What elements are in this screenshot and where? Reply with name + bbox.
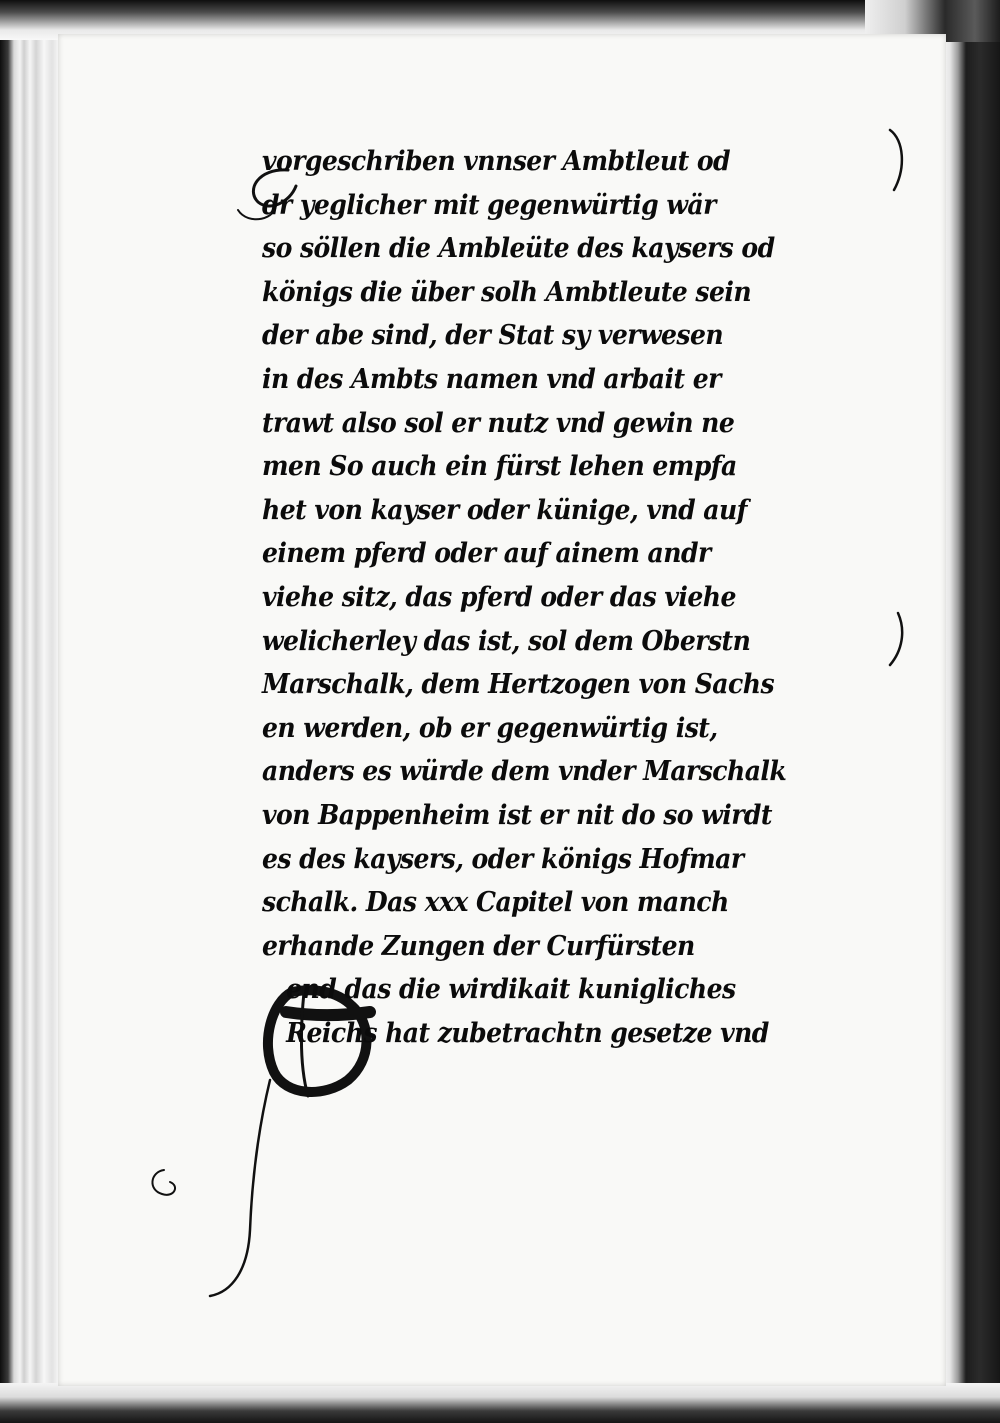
text-line: der abe sind, der Stat sy verwesen [262,320,724,352]
text-line: anders es würde dem vnder Marschalk [262,756,787,788]
bottom-page-edge [0,1383,1000,1423]
text-line: in des Ambts namen vnd arbait er [262,363,721,395]
text-line [262,968,876,1012]
text-line-content: end das die wirdikait kunigliches [286,974,736,1006]
descender-flourish [140,1060,320,1320]
text-line: schalk. Das xxx Capitel von manch [262,887,729,919]
text-line: königs die über solh Ambtleute sein [262,276,752,308]
text-line: vorgeschriben vnnser Ambtleut od [262,146,731,177]
book-binding-edge [0,0,60,1423]
text-line: men So auch ein fürst lehen empfa [262,451,737,483]
text-line: so söllen die Ambleüte des kaysers od [262,233,775,265]
text-line: dr yeglicher mit gegenwürtig wär [262,189,716,221]
text-line: von Bappenheim ist er nit do so wirdt [262,799,772,831]
text-line: welicherley das ist, sol dem Oberstn [262,625,751,657]
text-line: en werden, ob er gegenwürtig ist, [262,712,718,744]
text-line: Marschalk, dem Hertzogen von Sachs [262,669,775,701]
text-line: viehe sitz, das pferd oder das viehe [262,581,736,613]
text-line-content: Reichs hat zubetrachtn gesetze vnd [286,1017,769,1049]
text-line: het von kayser oder künige, vnd auf [262,494,747,526]
text-line: erhande Zungen der Curfürsten [262,930,695,962]
text-line: einem pferd oder auf ainem andr [262,538,711,570]
right-page-edge [940,0,1000,1423]
text-line: es des kaysers, oder königs Hofmar [262,843,744,875]
text-line: trawt also sol er nutz vnd gewin ne [262,407,735,439]
text-line [262,1012,876,1056]
manuscript-text [262,140,922,1055]
